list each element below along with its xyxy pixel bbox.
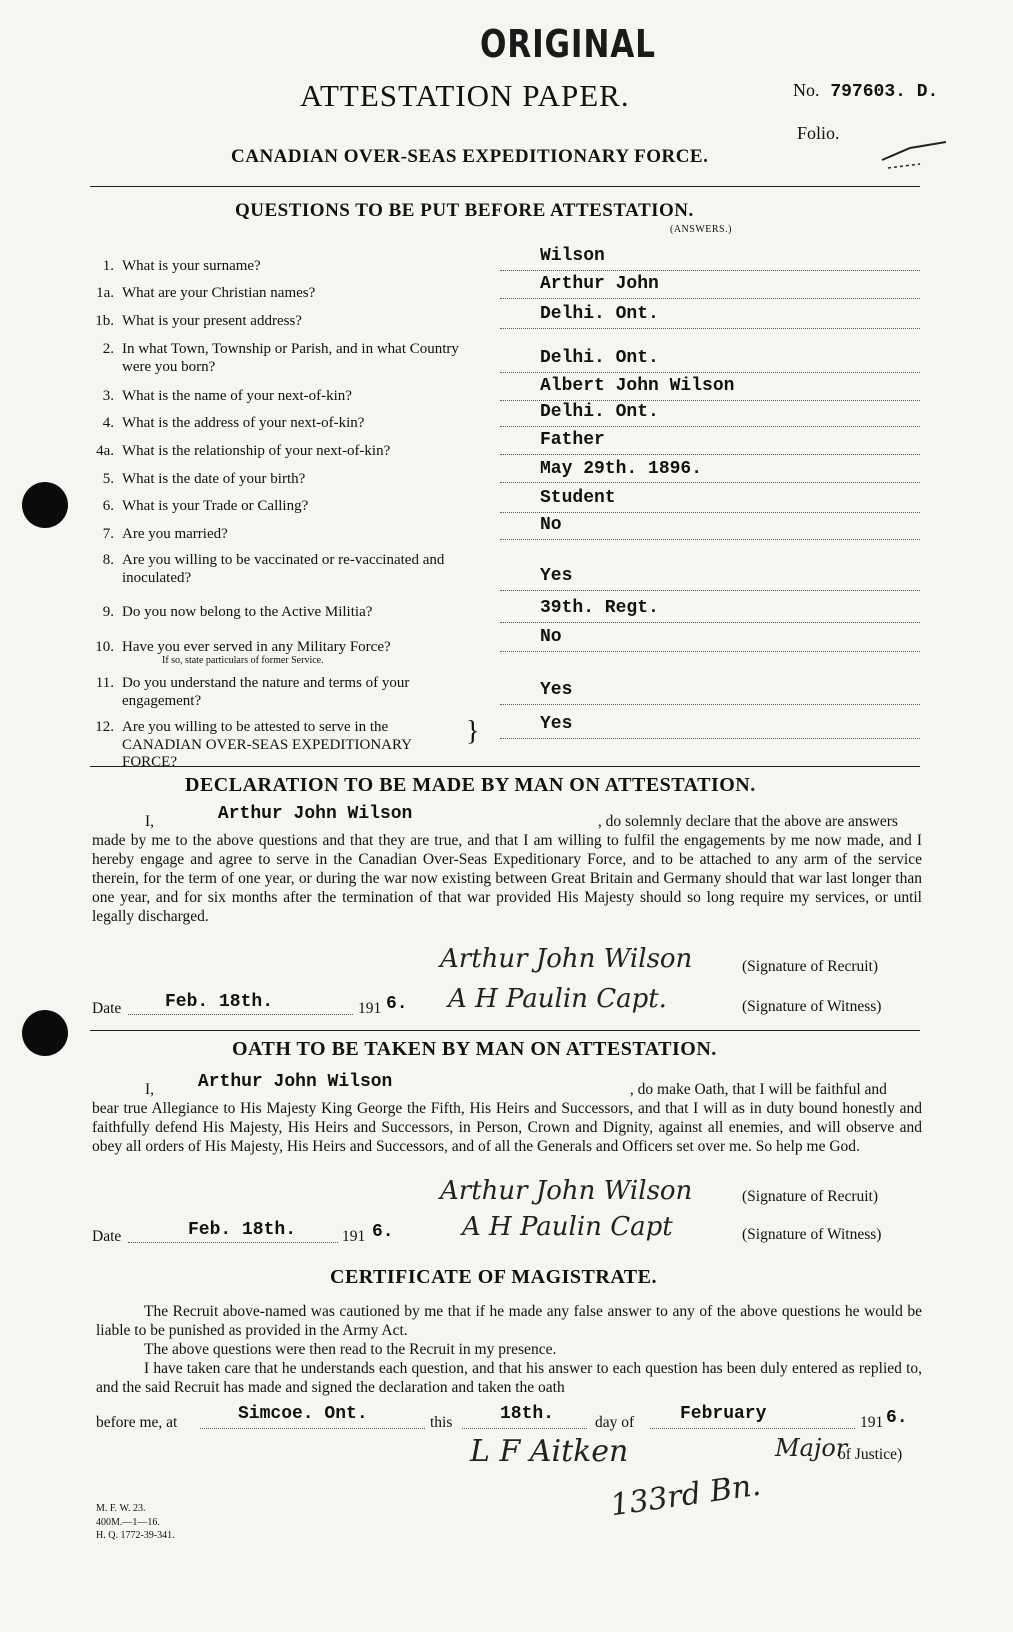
answer-value: Student xyxy=(540,488,616,508)
question-number: 9. xyxy=(102,604,114,620)
question-text: Are you willing to be attested to serve in the CANADIAN OVER-SEAS EXPEDITIONARY FORCE? xyxy=(122,719,412,771)
unit-handwritten: 133rd Bn. xyxy=(608,1467,763,1524)
question-text: Have you ever served in any Military Force? xyxy=(122,639,391,655)
question-number: 4. xyxy=(102,415,114,431)
declaration-name: Arthur John Wilson xyxy=(217,804,413,824)
magistrate-rank: Major xyxy=(775,1434,848,1462)
answer-line xyxy=(500,651,920,652)
declaration-recruit-signature: Arthur John Wilson xyxy=(440,944,693,974)
day-of-label: day of xyxy=(595,1414,635,1431)
certificate-year-suffix: 6. xyxy=(886,1408,908,1428)
header-divider xyxy=(90,186,920,187)
answer-value: No xyxy=(540,627,562,647)
question-text: What is the address of your next-of-kin? xyxy=(122,415,365,431)
answer-line xyxy=(500,590,920,591)
number-label: No. xyxy=(793,80,820,100)
answer-value: No xyxy=(540,515,562,535)
oath-intro: , do make Oath, that I will be faithful and xyxy=(629,1081,887,1098)
certificate-month: February xyxy=(680,1404,767,1424)
certificate-paragraph-2: The above questions were then read to the Recruit in my presence. xyxy=(144,1341,557,1358)
question-text: What is your surname? xyxy=(122,258,261,274)
oath-recruit-signature: Arthur John Wilson xyxy=(440,1176,693,1206)
answer-line xyxy=(500,328,920,329)
oath-date-label: Date xyxy=(92,1228,122,1245)
answer-line xyxy=(500,298,920,299)
punch-hole-lower xyxy=(22,1010,68,1056)
date-line xyxy=(128,1014,353,1015)
day-line xyxy=(462,1428,587,1429)
answer-line xyxy=(500,738,920,739)
answer-line xyxy=(500,454,920,455)
original-stamp: ORIGINAL xyxy=(480,22,656,66)
answer-line xyxy=(500,622,920,623)
oath-year-prefix: 191 xyxy=(342,1228,366,1245)
magistrate-signature: L F Aitken xyxy=(470,1434,629,1469)
form-code: M. F. W. 23. xyxy=(96,1503,146,1514)
oath-year-suffix: 6. xyxy=(372,1222,394,1242)
oath-i: I, xyxy=(145,1081,155,1098)
certificate-paragraph-3: I have taken care that he understands each question, and that his answer to each question has been duly entered as replied to, and the said Recruit has made and signed the declaration and taken the oath xyxy=(96,1360,922,1396)
answer-value: Father xyxy=(540,430,605,450)
punch-hole-upper xyxy=(22,482,68,528)
answer-line xyxy=(500,704,920,705)
declaration-witness-caption: (Signature of Witness) xyxy=(742,998,882,1015)
question-number: 4a. xyxy=(96,443,114,459)
answer-value: Delhi. Ont. xyxy=(540,304,659,324)
answer-line xyxy=(500,539,920,540)
answer-line xyxy=(500,400,920,401)
declaration-first-line xyxy=(145,804,925,834)
before-me-label: before me, at xyxy=(96,1414,178,1431)
oath-name: Arthur John Wilson xyxy=(197,1072,393,1092)
answer-line xyxy=(500,372,920,373)
date-line xyxy=(128,1242,338,1243)
question-number: 1a. xyxy=(96,285,114,301)
question-text: What is the relationship of your next-of-kin? xyxy=(122,443,391,459)
oath-first-line xyxy=(145,1072,925,1102)
folio-label: Folio. xyxy=(797,123,840,143)
section-divider xyxy=(90,1030,920,1031)
form-reference xyxy=(96,1502,175,1543)
declaration-i: I, xyxy=(145,813,155,830)
question-number: 3. xyxy=(102,388,114,404)
question-number: 1b. xyxy=(95,313,114,329)
oath-body: bear true Allegiance to His Majesty King George the Fifth, His Heirs and Successors, and that I will as in duty bound honestly and faithfully defend His Majesty, His Heirs and Successors, in Person, Crown and Dignity, against all enemies, and will observe and obey all orders of His Majesty, His Heirs and Successors, and of all the Generals and Officers set over me. So help me God. xyxy=(92,1100,922,1155)
hq-reference: H. Q. 1772-39-341. xyxy=(96,1530,175,1541)
oath-witness-caption: (Signature of Witness) xyxy=(742,1226,882,1243)
question-text: What is your present address? xyxy=(122,313,302,329)
certificate-place: Simcoe. Ont. xyxy=(238,1404,368,1424)
month-line xyxy=(650,1428,855,1429)
place-line xyxy=(200,1428,425,1429)
answer-value: May 29th. 1896. xyxy=(540,459,703,479)
answer-value: Wilson xyxy=(540,246,605,266)
declaration-body: made by me to the above questions and that they are true, and that I am willing to fulfil the engagements by me now made, and I hereby engage and agree to serve in the Canadian Over-Seas Expeditionary Force, and to be attached to any arm of the service therein, for the term of one year, or during the war now existing between Great Britain and Germany should that war last longer than one year, and for six months after the termination of that war provided His Majesty should so long require my services, or until legally discharged. xyxy=(92,832,922,925)
declaration-recruit-caption: (Signature of Recruit) xyxy=(742,958,879,975)
question-number: 11. xyxy=(95,675,114,691)
question-number: 7. xyxy=(102,526,114,542)
declaration-date: Feb. 18th. xyxy=(165,992,274,1012)
certificate-day: 18th. xyxy=(500,1404,555,1424)
question-number: 1. xyxy=(102,258,114,274)
declaration-intro: , do solemnly declare that the above are answers xyxy=(597,813,898,830)
answer-value: Arthur John xyxy=(540,274,659,294)
question-number: 2. xyxy=(102,341,114,357)
document-number xyxy=(793,80,938,102)
answer-value: Yes xyxy=(540,714,573,734)
question-text: What is the name of your next-of-kin? xyxy=(122,388,352,404)
question-text: What are your Christian names? xyxy=(122,285,316,301)
question-text: Are you willing to be vaccinated or re-vaccinated and inoculated? xyxy=(122,552,445,586)
answer-value: 39th. Regt. xyxy=(540,598,659,618)
of-justice-label: of Justice) xyxy=(838,1446,903,1463)
answer-line xyxy=(500,482,920,483)
section-divider xyxy=(90,766,920,767)
answer-value: Yes xyxy=(540,566,573,586)
check-mark-icon xyxy=(880,138,950,188)
oath-date: Feb. 18th. xyxy=(188,1220,297,1240)
question-number: 5. xyxy=(102,471,114,487)
question-number: 6. xyxy=(102,498,114,514)
answer-value: Delhi. Ont. xyxy=(540,348,659,368)
certificate-year-prefix: 191 xyxy=(860,1414,884,1431)
brace-mark: } xyxy=(466,716,480,747)
force-subtitle: CANADIAN OVER-SEAS EXPEDITIONARY FORCE. xyxy=(231,146,709,167)
question-text: What is the date of your birth? xyxy=(122,471,306,487)
number-value: 797603. D. xyxy=(830,82,939,102)
certificate-paragraph-1: The Recruit above-named was cautioned by me that if he made any false answer to any of the above questions he would be liable to be punished as provided in the Army Act. xyxy=(96,1303,922,1339)
answers-label: (ANSWERS.) xyxy=(670,224,732,235)
answer-line xyxy=(500,426,920,427)
declaration-witness-signature: A H Paulin Capt. xyxy=(448,984,667,1014)
question-text: In what Town, Township or Parish, and in what Country were you born? xyxy=(122,341,459,375)
oath-witness-signature: A H Paulin Capt xyxy=(462,1212,673,1242)
declaration-year-prefix: 191 xyxy=(358,1000,382,1017)
question-text: What is your Trade or Calling? xyxy=(122,498,309,514)
oath-heading: OATH TO BE TAKEN BY MAN ON ATTESTATION. xyxy=(232,1038,717,1060)
declaration-heading: DECLARATION TO BE MADE BY MAN ON ATTESTATION. xyxy=(185,774,756,796)
question-text: Do you now belong to the Active Militia? xyxy=(122,604,373,620)
this-label: this xyxy=(430,1414,453,1431)
answer-value: Delhi. Ont. xyxy=(540,402,659,422)
print-run: 400M.—1—16. xyxy=(96,1516,160,1528)
answer-line xyxy=(500,270,920,271)
question-number: 12. xyxy=(95,719,114,735)
oath-recruit-caption: (Signature of Recruit) xyxy=(742,1188,879,1205)
question-text: Do you understand the nature and terms of your engagement? xyxy=(122,675,410,709)
questions-heading: QUESTIONS TO BE PUT BEFORE ATTESTATION. xyxy=(235,200,694,221)
question-number: 8. xyxy=(102,552,114,568)
answer-line xyxy=(500,512,920,513)
question-text: Are you married? xyxy=(122,526,228,542)
question-number: 10. xyxy=(95,639,114,655)
answer-value: Yes xyxy=(540,680,573,700)
declaration-year-suffix: 6. xyxy=(386,994,408,1014)
document-title: ATTESTATION PAPER. xyxy=(300,78,630,113)
question-note: If so, state particulars of former Service. xyxy=(162,655,324,666)
certificate-heading: CERTIFICATE OF MAGISTRATE. xyxy=(330,1266,657,1288)
answer-value: Albert John Wilson xyxy=(540,376,735,396)
declaration-date-label: Date xyxy=(92,1000,122,1017)
